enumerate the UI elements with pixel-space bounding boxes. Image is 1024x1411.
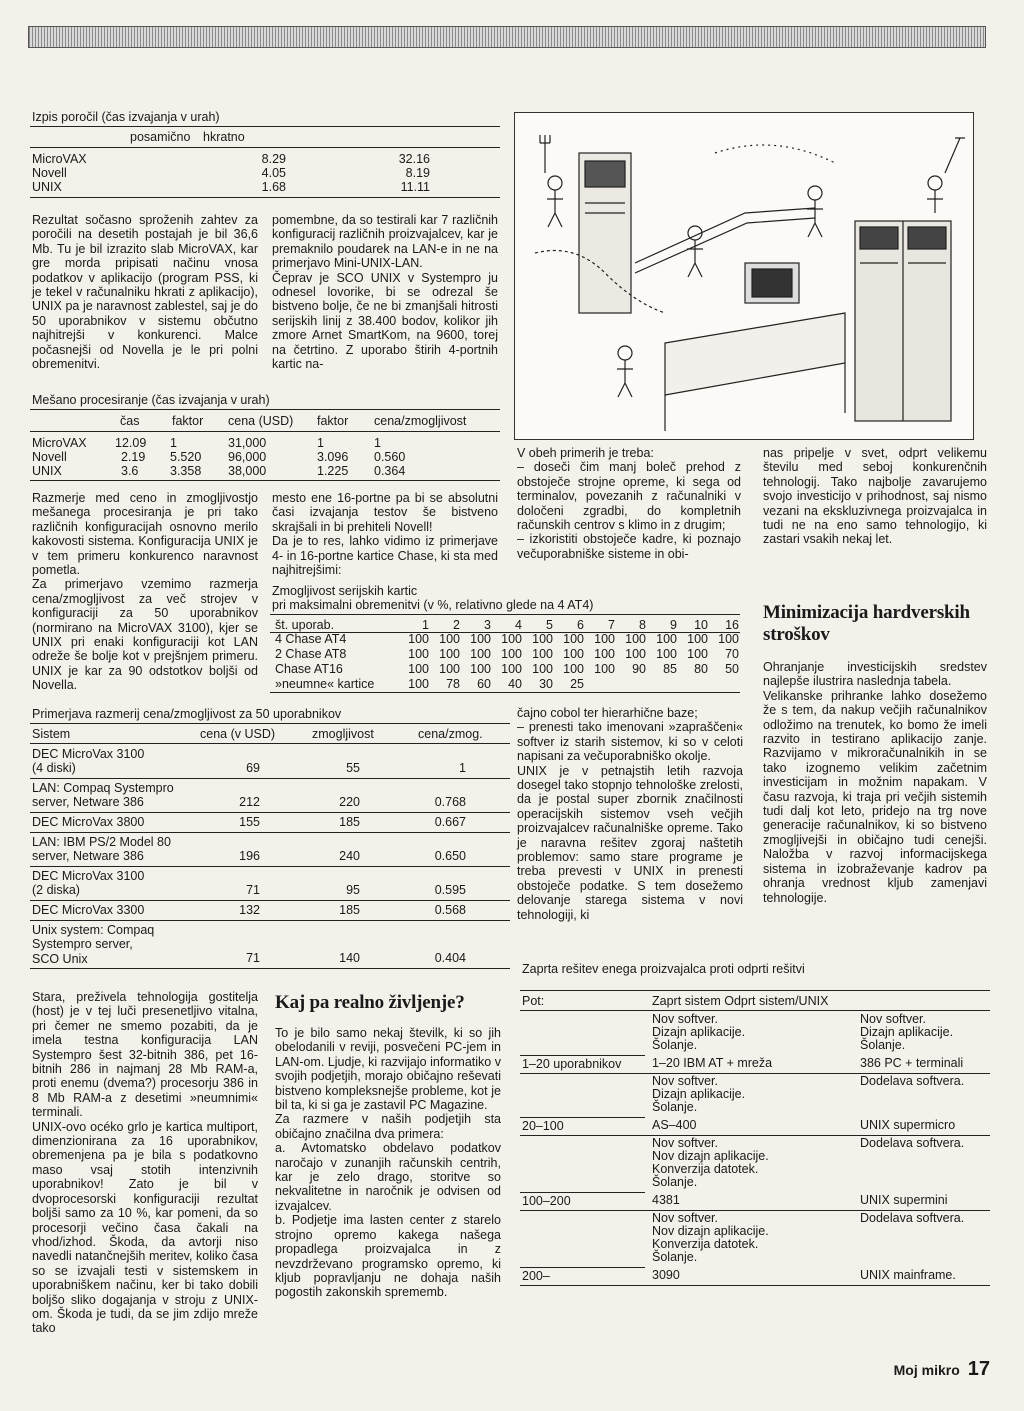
table2-header: cena (USD) xyxy=(228,414,294,428)
table3-cell: 100 xyxy=(594,662,615,676)
table2-header: faktor xyxy=(317,414,349,428)
table3-cell: 100 xyxy=(532,632,553,646)
paragraph-bottom-mid: To je bilo samo nekaj številk, ki so jih obelodanili v reviji, posvečeni PC-jem in LAN-om. Ljudje, ki razvijajo informatiko v svojih podjetjih, morajo običajno reševati bistveno kompleksnejše probleme, kot je bil ta, ki si ga je zastavil PC Magazine. Za razmere v naših podjetjih sta običajno značilna dva primera: a. Avtomatsko obdelavo podatkov naročajo v zunanjih računskih centrih, kar je zelo drago, storitve so nekvalitetne in naročnik je odvisen od izvajalcev. b. Podjetje ima lasten center z starelo strojno opremo kakega našega propadlega proizvajalca in z nevzdrževano programsko opremo, ki kljub popravljanju ne dohaja naših pogostih zakonskih sprememb. xyxy=(275,1026,501,1300)
table2-row-name: Novell xyxy=(32,450,67,464)
table4-row-name: Unix system: Compaq Systempro server, SCO Unix xyxy=(32,923,155,966)
table1-cell: 1.68 xyxy=(261,180,286,194)
table3-cell: 78 xyxy=(446,677,460,691)
table4-row-name: DEC MicroVax 3800 xyxy=(32,815,145,829)
table5-path-cell: 20–100 xyxy=(522,1119,564,1133)
table4-cell: 140 xyxy=(339,951,360,965)
table1-cell: 11.11 xyxy=(400,180,430,194)
table4-cell: 0.650 xyxy=(434,849,466,863)
table5-closed-cell: AS–400 xyxy=(652,1118,697,1132)
table4-header: cena (v USD) xyxy=(200,727,276,741)
table5-closed-cell: Nov softver. Dizajn aplikacije. Šolanje. xyxy=(652,1074,746,1114)
table5-open-cell: UNIX supermini xyxy=(860,1193,948,1207)
table4-row-name: DEC MicroVax 3100 (2 diska) xyxy=(32,869,145,898)
table2-cell: 38,000 xyxy=(228,464,267,478)
table5-open-cell: UNIX supermicro xyxy=(860,1118,956,1132)
table2-cell: 1 xyxy=(170,436,177,450)
table3-cell: 100 xyxy=(563,647,584,661)
table1-row-name: UNIX xyxy=(32,180,62,194)
table2-cell: 3.096 xyxy=(317,450,349,464)
table4-cell: 212 xyxy=(239,795,260,809)
table2-cell: 3.358 xyxy=(170,464,202,478)
table3-cell: 100 xyxy=(408,677,429,691)
table4-row-divider xyxy=(30,920,510,921)
table2-cell: 2.19 xyxy=(121,450,146,464)
table5-row-divider xyxy=(520,1117,645,1118)
table3-caption-line1: Zmogljivost serijskih kartic xyxy=(272,584,418,598)
table3-cell: 100 xyxy=(470,632,491,646)
table4-header: cena/zmog. xyxy=(418,727,483,741)
table4-cell: 196 xyxy=(239,849,260,863)
table4-cell: 69 xyxy=(246,761,260,775)
paragraph-results-left: Rezultat sočasno sproženih zahtev za poročili na desetih postajah je bil 36,6 Mb. Tu je bil izrazito slab MicroVAX, kar gre morda pripisati načinu vnosa podatkov v aplikacijo (program PSS, ki je tekel v računalniku hkrati z aplikacijo), UNIX pa je naravnost zablestel, saj je do 50 uporabnikov v sistemu občutno najhitrejši v konkurenci. Malce počasnejši od Novella je le pri polni obremenitvi. xyxy=(32,213,258,372)
table1-row-name: Novell xyxy=(32,166,67,180)
table3-cell: 100 xyxy=(439,647,460,661)
table4-cell: 185 xyxy=(339,815,360,829)
table2-header: čas xyxy=(120,414,140,428)
paragraph-col3-mid: čajno cobol ter hierarhične baze; – prenesti tako imenovani »zapraščeni« softver iz starih sistemov, ki so v celoti napisani za večuporabniško okolje. UNIX je v petnajstih letih razvoja dosegel tako stopnjo tehnološke zrelosti, da je postal super zbornik značilnosti operacijskih sistemov vseh večjih proizvajalcev računalniške opreme. Tako je naravna rešitev zgoraj naštetih problemov: samo stare programe je treba prevesti v UNIX in prenesti obstoječe podatke. S tem dosežemo delovanje starega sistema v novi tehnologiji, ki xyxy=(517,706,743,922)
table4-header: Sistem xyxy=(32,727,71,741)
table3-cell: 100 xyxy=(594,632,615,646)
table5-caption: Zaprta rešitev enega proizvajalca proti odprti rešitvi xyxy=(522,962,805,976)
table5-open-cell: 386 PC + terminali xyxy=(860,1056,964,1070)
table2-caption: Mešano procesiranje (čas izvajanja v urah) xyxy=(32,393,270,407)
table3-header-cell: 10 xyxy=(694,618,708,632)
paragraph-results-right: pomembne, da so testirali kar 7 različnih konfiguracij različnih proizvajalcev, kar je premaknilo poudarek na LAN-e in ne na primerjavo Mini-UNIX-LAN. Čeprav je SCO UNIX v Systempro ju odnesel lovorike, bi se odrezal še bistveno bolje, če ne bi zmanjšali hitrosti serijskih linij z 38.400 bodov, kolikor jih zmore Arnet SmartKom, na 9600, torej na četrtino. Z uporabo štirih 4-portnih kartic na- xyxy=(272,213,498,372)
table5-open-cell: UNIX mainframe. xyxy=(860,1268,956,1282)
table3-header-cell: 7 xyxy=(608,618,615,632)
table5-closed-cell: Nov softver. Nov dizajn aplikacije. Konverzija datotek. Šolanje. xyxy=(652,1211,769,1264)
table3-cell: 85 xyxy=(663,662,677,676)
table5-closed-cell: Nov softver. Dizajn aplikacije. Šolanje. xyxy=(652,1012,746,1052)
table5-header-pot: Pot: xyxy=(522,994,545,1008)
table2-cell: 96,000 xyxy=(228,450,267,464)
table4-cell: 71 xyxy=(246,951,260,965)
table4-cell: 155 xyxy=(239,815,260,829)
table3-cell: 100 xyxy=(439,632,460,646)
table4-cell: 95 xyxy=(346,883,360,897)
table5-open-cell: Nov softver. Dizajn aplikacije. Šolanje. xyxy=(860,1012,954,1052)
table3-cell: 100 xyxy=(439,662,460,676)
table1-cell: 32.16 xyxy=(398,152,430,166)
table4-row-name: DEC MicroVax 3100 (4 diski) xyxy=(32,747,145,776)
table2-row-name: MicroVAX xyxy=(32,436,87,450)
heading-kaj-pa-realno-zivljenje: Kaj pa realno življenje? xyxy=(275,992,465,1013)
table4-row-name: LAN: Compaq Systempro server, Netware 386 xyxy=(32,781,174,810)
table5-closed-cell: Nov softver. Nov dizajn aplikacije. Konverzija datotek. Šolanje. xyxy=(652,1136,769,1189)
table4-caption: Primerjava razmerij cena/zmogljivost za 50 uporabnikov xyxy=(32,707,342,721)
table3-caption-line2: pri maksimalni obremenitvi (v %, relativno glede na 4 AT4) xyxy=(272,598,594,612)
table2-row-name: UNIX xyxy=(32,464,62,478)
table5-closed-cell: 1–20 IBM AT + mreža xyxy=(652,1056,773,1070)
table5-header-sistem: Zaprt sistem Odprt sistem/UNIX xyxy=(652,994,829,1008)
table1-cell: 8.29 xyxy=(261,152,286,166)
table3-row-name: 2 Chase AT8 xyxy=(275,647,347,661)
table4-row-divider xyxy=(30,900,510,901)
table4-cell: 240 xyxy=(339,849,360,863)
table3-cell: 100 xyxy=(501,662,522,676)
table4-cell: 71 xyxy=(246,883,260,897)
table2-cell: 1 xyxy=(374,436,381,450)
table4-row-divider xyxy=(30,778,510,779)
table5-open-cell: Dodelava softvera. xyxy=(860,1136,965,1150)
table3-cell: 100 xyxy=(470,662,491,676)
table3-row-name: »neumne« kartice xyxy=(275,677,375,691)
table3-cell: 60 xyxy=(477,677,491,691)
paragraph-col4-bottom: Ohranjanje investicijskih sredstev najlepše ilustrira naslednja tabela. Velikanske prihranke lahko dosežemo že s tem, da nakup večjih računalnikov odložimo na trenutek, ko bomo že imeli razvito in testirano aplikacijo zanje. Razvijamo v mikroračunalnikih in se tako izognemo velikim začetnim investicijam in možnim napakam. V času razvoja, ki traja pri večjih sistemih tudi dalj kot leto, pridejo na trg nove generacije računalnikov, ki so bistveno zmogljivejši in običajno tudi cenejši. Naložba v razvoj informacijskega sistema in izobraževanje kadrov pa ohranja vrednost kljub zamenjavi tehnologije. xyxy=(763,660,987,905)
table2-header: cena/zmogljivost xyxy=(374,414,467,428)
table1-caption: Izpis poročil (čas izvajanja v urah) xyxy=(32,110,220,124)
illustration-cartoon-computers-devils xyxy=(514,112,974,440)
table3-cell: 100 xyxy=(656,632,677,646)
magazine-name: Moj mikro xyxy=(893,1362,960,1378)
table5-row-divider xyxy=(520,1192,645,1193)
table4-row-divider xyxy=(30,866,510,867)
paragraph-col3-top: V obeh primerih je treba: – doseči čim manj boleč prehod z obstoječe strojne opreme, ki sega od terminalov, povezanih z računalniki v določeni zgradbi, do kompletnih računskih centrov s klimo in z drugim; – izkoristiti obstoječe kadre, ki poznajo večuporabniške sisteme in obi- xyxy=(517,446,741,561)
table2-cell: 1.225 xyxy=(317,464,349,478)
table5-path-cell: 100–200 xyxy=(522,1194,571,1208)
table3-cell: 30 xyxy=(539,677,553,691)
table3-cell: 100 xyxy=(687,632,708,646)
table4-cell: 0.404 xyxy=(434,951,466,965)
table3-cell: 25 xyxy=(570,677,584,691)
table3-header-cell: 16 xyxy=(725,618,739,632)
table3-header-cell: 8 xyxy=(639,618,646,632)
table3-cell: 100 xyxy=(687,647,708,661)
table1-header-posamicno: posamično xyxy=(130,130,191,144)
table1-row-name: MicroVAX xyxy=(32,152,87,166)
table5-row-divider xyxy=(520,1267,645,1268)
table3-cell: 100 xyxy=(408,662,429,676)
table3-header-cell: 4 xyxy=(515,618,522,632)
table3-header-cell: 3 xyxy=(484,618,491,632)
table3-cell: 100 xyxy=(408,632,429,646)
table3-cell: 100 xyxy=(718,632,739,646)
table4-cell: 132 xyxy=(239,903,260,917)
table3-header-cell: 1 xyxy=(422,618,429,632)
table2-cell: 31,000 xyxy=(228,436,267,450)
table3-cell: 100 xyxy=(656,647,677,661)
table4-header: zmogljivost xyxy=(312,727,374,741)
table4-row-divider xyxy=(30,812,510,813)
table4-cell: 0.667 xyxy=(434,815,466,829)
table3-row-name: Chase AT16 xyxy=(275,662,343,676)
table5-closed-cell: 3090 xyxy=(652,1268,680,1282)
table2-cell: 5.520 xyxy=(170,450,202,464)
table3-cell: 100 xyxy=(470,647,491,661)
table4-cell: 1 xyxy=(459,761,466,775)
table5-open-cell: Dodelava softvera. xyxy=(860,1211,965,1225)
table3-cell: 80 xyxy=(694,662,708,676)
table4-cell: 55 xyxy=(346,761,360,775)
table3-header-cell: 6 xyxy=(577,618,584,632)
table4-row-divider xyxy=(30,832,510,833)
table5-closed-cell: 4381 xyxy=(652,1193,680,1207)
table4-row-name: LAN: IBM PS/2 Model 80 server, Netware 386 xyxy=(32,835,171,864)
table3-row-name: 4 Chase AT4 xyxy=(275,632,347,646)
table3-header-cell: 2 xyxy=(453,618,460,632)
table1-header-hkratno: hkratno xyxy=(203,130,245,144)
table2-header: faktor xyxy=(172,414,204,428)
table3-cell: 100 xyxy=(501,632,522,646)
table3-cell: 100 xyxy=(408,647,429,661)
table3-cell: 70 xyxy=(725,647,739,661)
page-number: 17 xyxy=(967,1358,990,1380)
table5-row-divider xyxy=(520,1285,990,1286)
paragraph-col4-top: nas pripelje v svet, odprt velikemu številu med seboj konkurenčnih tehnologij. Tako najbolje zavarujemo svojo investicijo v prihodnost, saj nismo vezani na ekskluzivnega proizvajalca in tudi ne na eno samo tehnologijo, ki zastari vsakih nekaj let. xyxy=(763,446,987,547)
heading-minimizacija: Minimizacija hardverskih stroškov xyxy=(763,602,970,645)
table2-cell: 1 xyxy=(317,436,324,450)
table3-header-cell: 9 xyxy=(670,618,677,632)
table5-path-cell: 1–20 uporabnikov xyxy=(522,1057,622,1071)
table2-cell: 12.09 xyxy=(115,436,147,450)
paragraph-ratio-left: Razmerje med ceno in zmogljivostjo mešanega procesiranja je pri tako različnih konfiguracijah osnovno merilo kakovosti sistema. Konfiguracija UNIX je v tem primeru konkurenco naravnost pometla. Za primerjavo vzemimo razmerja cena/zmogljivost za več strojev v konfiguraciji za 50 uporabnikov (normirano na MicroVAX 3100), kjer se UNIX pri enaki konfiguraciji kot LAN odreže še bolje kot v prejšnjem primeru. UNIX je kar za 90 odstotkov boljši od Novella. xyxy=(32,491,258,693)
table1-cell: 8.19 xyxy=(405,166,430,180)
table3-cell: 100 xyxy=(563,662,584,676)
table4-cell: 0.595 xyxy=(434,883,466,897)
table3-cell: 100 xyxy=(501,647,522,661)
table4-row-name: DEC MicroVax 3300 xyxy=(32,903,145,917)
table3-cell: 100 xyxy=(532,662,553,676)
table3-cell: 100 xyxy=(532,647,553,661)
table4-cell: 220 xyxy=(339,795,360,809)
table1-cell: 4.05 xyxy=(261,166,286,180)
table4-cell: 0.568 xyxy=(434,903,466,917)
header-stripe xyxy=(28,26,986,48)
table5-path-cell: 200– xyxy=(522,1269,550,1283)
table3-cell: 50 xyxy=(725,662,739,676)
table3-cell: 100 xyxy=(563,632,584,646)
table3-cell: 100 xyxy=(625,632,646,646)
table5-open-cell: Dodelava softvera. xyxy=(860,1074,965,1088)
table3-cell: 100 xyxy=(594,647,615,661)
table2-cell: 3.6 xyxy=(121,464,139,478)
paragraph-ratio-right: mesto ene 16-portne pa bi se absolutni časi izvajanja testov še bistveno skrajšali in bi prehiteli Novell! Da je to res, lahko vidimo iz primerjave 4- in 16-portne kartice Chase, ki sta med najhitrejšimi: xyxy=(272,491,498,578)
table3-header-cell: 5 xyxy=(546,618,553,632)
table3-cell: 100 xyxy=(625,647,646,661)
table4-cell: 185 xyxy=(339,903,360,917)
table2-cell: 0.560 xyxy=(374,450,406,464)
illustration-drawing xyxy=(515,113,973,439)
table3-header-label: št. uporab. xyxy=(275,618,335,632)
table5-row-divider xyxy=(520,1055,645,1056)
table2-cell: 0.364 xyxy=(374,464,406,478)
table4-cell: 0.768 xyxy=(434,795,466,809)
table4-row-divider xyxy=(30,968,510,969)
table3-cell: 40 xyxy=(508,677,522,691)
table3-cell: 90 xyxy=(632,662,646,676)
page-footer xyxy=(893,1358,990,1380)
paragraph-bottom-left: Stara, preživela tehnologija gostitelja (host) je v tej luči presenetljivo vitalna, pri čemer ne smemo pozabiti, da je imela testna konfiguracija LAN Systempro šest 32-bitnih 386, pet 16-bitnih 286 in najmanj 28 Mb RAM-a, proti enemu (dvema?) procesorju 386 in 8 Mb RAM-a z desetimi »neumnimi« terminali. UNIX-ovo océko grlo je kartica multiport, dimenzionirana za 16 uporabnikov, obremenjena pa je bila s podatkovno maso vsaj stotih intenzivnih uporabnikov! Zato je bil v dvoprocesorski konfiguraciji rezultat boljši samo za 10 %, kar pomeni, da so procesorji večino časa čakali na vhod/izhod. Škoda, da avtorji niso navedli natančnejših meritev, koliko časa so se izvajali testi v sistemskem in uporabniškem načinu, ker bi tako dobili boljšo sliko dogajanja v stroju z UNIX-om. Škoda je tudi, da se jim zdijo mreže tako xyxy=(32,990,258,1336)
